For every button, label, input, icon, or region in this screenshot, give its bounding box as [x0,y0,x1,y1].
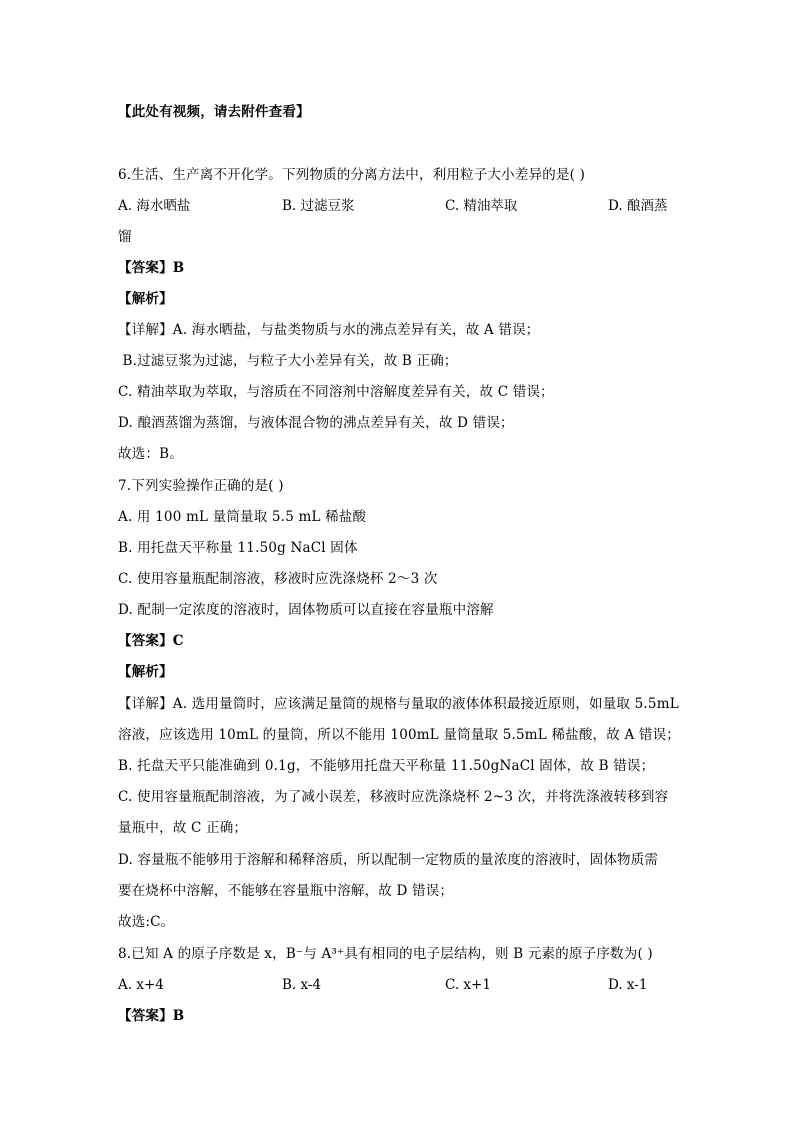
q6-conclusion: 故选：B。 [118,446,183,462]
q7-conclusion: 故选:C。 [118,914,175,930]
q8-option-b: B. x-4 [282,977,322,993]
q6-answer: 【答案】B [118,260,185,276]
q7-detail-line: 要在烧杯中溶解，不能够在容量瓶中溶解，故 D 错误； [118,883,454,899]
q7-detail-line: C. 使用容量瓶配制溶液，为了减小误差，移液时应洗涤烧杯 2~3 次，并将洗涤液转移到容 [118,789,669,805]
q6-option-d-cont: 馏 [118,229,132,245]
q6-option-c: C. 精油萃取 [445,198,518,214]
q7-detail-line: D. 容量瓶不能够用于溶解和稀释溶质，所以配制一定物质的量浓度的溶液时，固体物质需 [118,852,659,868]
q7-analysis-label: 【解析】 [118,664,173,680]
video-note: 【此处有视频，请去附件查看】 [118,104,310,120]
q8-answer: 【答案】B [118,1008,185,1024]
q6-detail-line: C. 精油萃取为萃取，与溶质在不同溶剂中溶解度差异有关，故 C 错误； [118,384,554,400]
q6-option-d: D. 酿酒蒸 [608,198,668,214]
q6-stem: 6.生活、生产离不开化学。下列物质的分离方法中，利用粒子大小差异的是( ) [118,167,586,183]
q7-answer: 【答案】C [118,633,184,649]
q7-detail-line: 溶液，应该选用 10mL 的量筒，所以不能用 100mL 量筒量取 5.5mL 稀盐酸，故 A 错误； [118,727,680,743]
q6-detail-line: B.过滤豆浆为过滤，与粒子大小差异有关，故 B 正确； [118,353,458,369]
q7-detail-line: 量瓶中，故 C 正确； [118,820,248,836]
q8-option-a: A. x+4 [118,977,164,993]
q6-option-a: A. 海水晒盐 [118,198,191,214]
q8-stem: 8.已知 A 的原子序数是 x，B⁻与 A³⁺具有相同的电子层结构，则 B 元素的原子序数为( ) [118,946,653,962]
q8-option-d: D. x-1 [608,977,648,993]
q7-detail-line: 【详解】A. 选用量筒时，应该满足量筒的规格与量取的液体体积最接近原则，如量取 5.5mL [118,696,679,712]
q7-option-a: A. 用 100 mL 量筒量取 5.5 mL 稀盐酸 [118,509,367,525]
q7-option-d: D. 配制一定浓度的溶液时，固体物质可以直接在容量瓶中溶解 [118,602,494,618]
q7-option-c: C. 使用容量瓶配制溶液，移液时应洗涤烧杯 2～3 次 [118,571,438,587]
q6-analysis-label: 【解析】 [118,291,173,307]
q7-option-b: B. 用托盘天平称量 11.50g NaCl 固体 [118,540,358,556]
q6-detail-line: D. 酿酒蒸馏为蒸馏，与液体混合物的沸点差异有关，故 D 错误； [118,415,514,431]
q6-option-b: B. 过滤豆浆 [282,198,355,214]
q7-stem: 7.下列实验操作正确的是( ) [118,478,284,494]
q7-detail-line: B. 托盘天平只能准确到 0.1g，不能够用托盘天平称量 11.50gNaCl 固体，故 B 错误； [118,758,655,774]
q6-detail-line: 【详解】A. 海水晒盐，与盐类物质与水的沸点差异有关，故 A 错误； [118,322,540,338]
q8-option-c: C. x+1 [445,977,491,993]
